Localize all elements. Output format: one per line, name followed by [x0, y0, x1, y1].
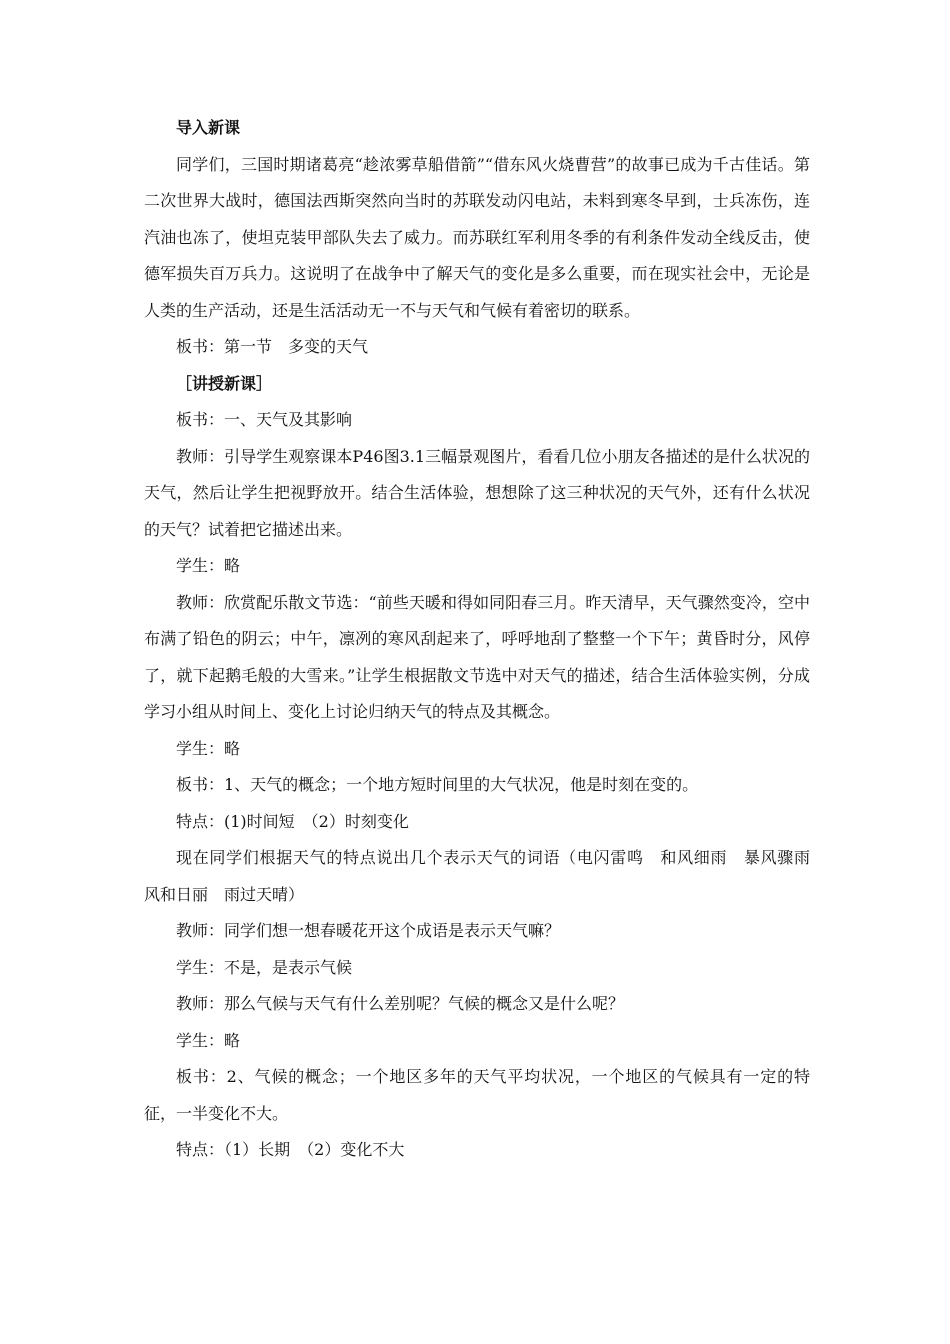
teacher-paragraph: 教师：同学们想一想春暖花开这个成语是表示天气嘛？	[176, 921, 561, 940]
student-paragraph: 学生：略	[176, 556, 241, 575]
climate-features: 特点：（1）长期 （2）变化不大	[176, 1140, 405, 1159]
weather-words-paragraph: 现在同学们根据天气的特点说出几个表示天气的词语（电闪雷鸣 和风细雨 暴风骤雨 风和日丽 雨过天晴）	[144, 848, 827, 904]
teacher-paragraph: 教师：欣赏配乐散文节选：“前些天暖和得如同阳春三月。昨天清早，天气骤然变冷，空中布满了铅色的阴云；中午，凛冽的寒风刮起来了，呼呼地刮了整整一个下午；黄昏时分，风停了，就下起鹅毛般的大雪来。”让学生根据散文节选中对天气的描述，结合生活体验实例，分成学习小组从时间上、变化上讨论归纳天气的特点及其概念。	[144, 592, 810, 721]
teacher-paragraph: 教师：那么气候与天气有什么差别呢？气候的概念又是什么呢？	[176, 994, 625, 1013]
blackboard-climate-concept: 板书：2、气候的概念；一个地区多年的天气平均状况，一个地区的气候具有一定的特征，一半变化不大。	[144, 1067, 810, 1123]
weather-features: 特点：(1)时间短 （2）时刻变化	[176, 811, 409, 831]
student-paragraph: 学生：略	[176, 1030, 241, 1050]
document-body	[144, 110, 827, 1169]
section-heading-intro: 导入新课	[176, 118, 241, 137]
blackboard-weather-concept: 板书：1、天气的概念；一个地方短时间里的大气状况，他是时刻在变的。	[176, 775, 699, 794]
intro-paragraph: 同学们，三国时期诸葛亮“趁浓雾草船借箭”“借东风火烧曹营”的故事已成为千古佳话。第二次世界大战时，德国法西斯突然向当时的苏联发动闪电站，未料到寒冬早到，士兵冻伤，连汽油也冻了，使坦克装甲部队失去了威力。而苏联红军利用冬季的有利条件发动全线反击，使德军损失百万兵力。这说明了在战争中了解天气的变化是多么重要，而在现实社会中，无论是人类的生产活动，还是生活活动无一不与天气和气候有着密切的联系。	[144, 154, 810, 320]
student-paragraph: 学生：略	[176, 738, 241, 758]
section-heading-lecture: ［讲授新课］	[176, 373, 273, 393]
student-paragraph: 学生：不是，是表示气候	[176, 957, 353, 977]
blackboard-title: 板书：第一节 多变的天气	[176, 337, 369, 356]
teacher-paragraph: 教师：引导学生观察课本P46图3.1三幅景观图片，看看几位小朋友各描述的是什么状况的天气，然后让学生把视野放开。结合生活体验，想想除了这三种状况的天气外，还有什么状况的天气？试着把它描述出来。	[144, 446, 810, 539]
blackboard-subtitle: 板书：一、天气及其影响	[176, 410, 353, 429]
